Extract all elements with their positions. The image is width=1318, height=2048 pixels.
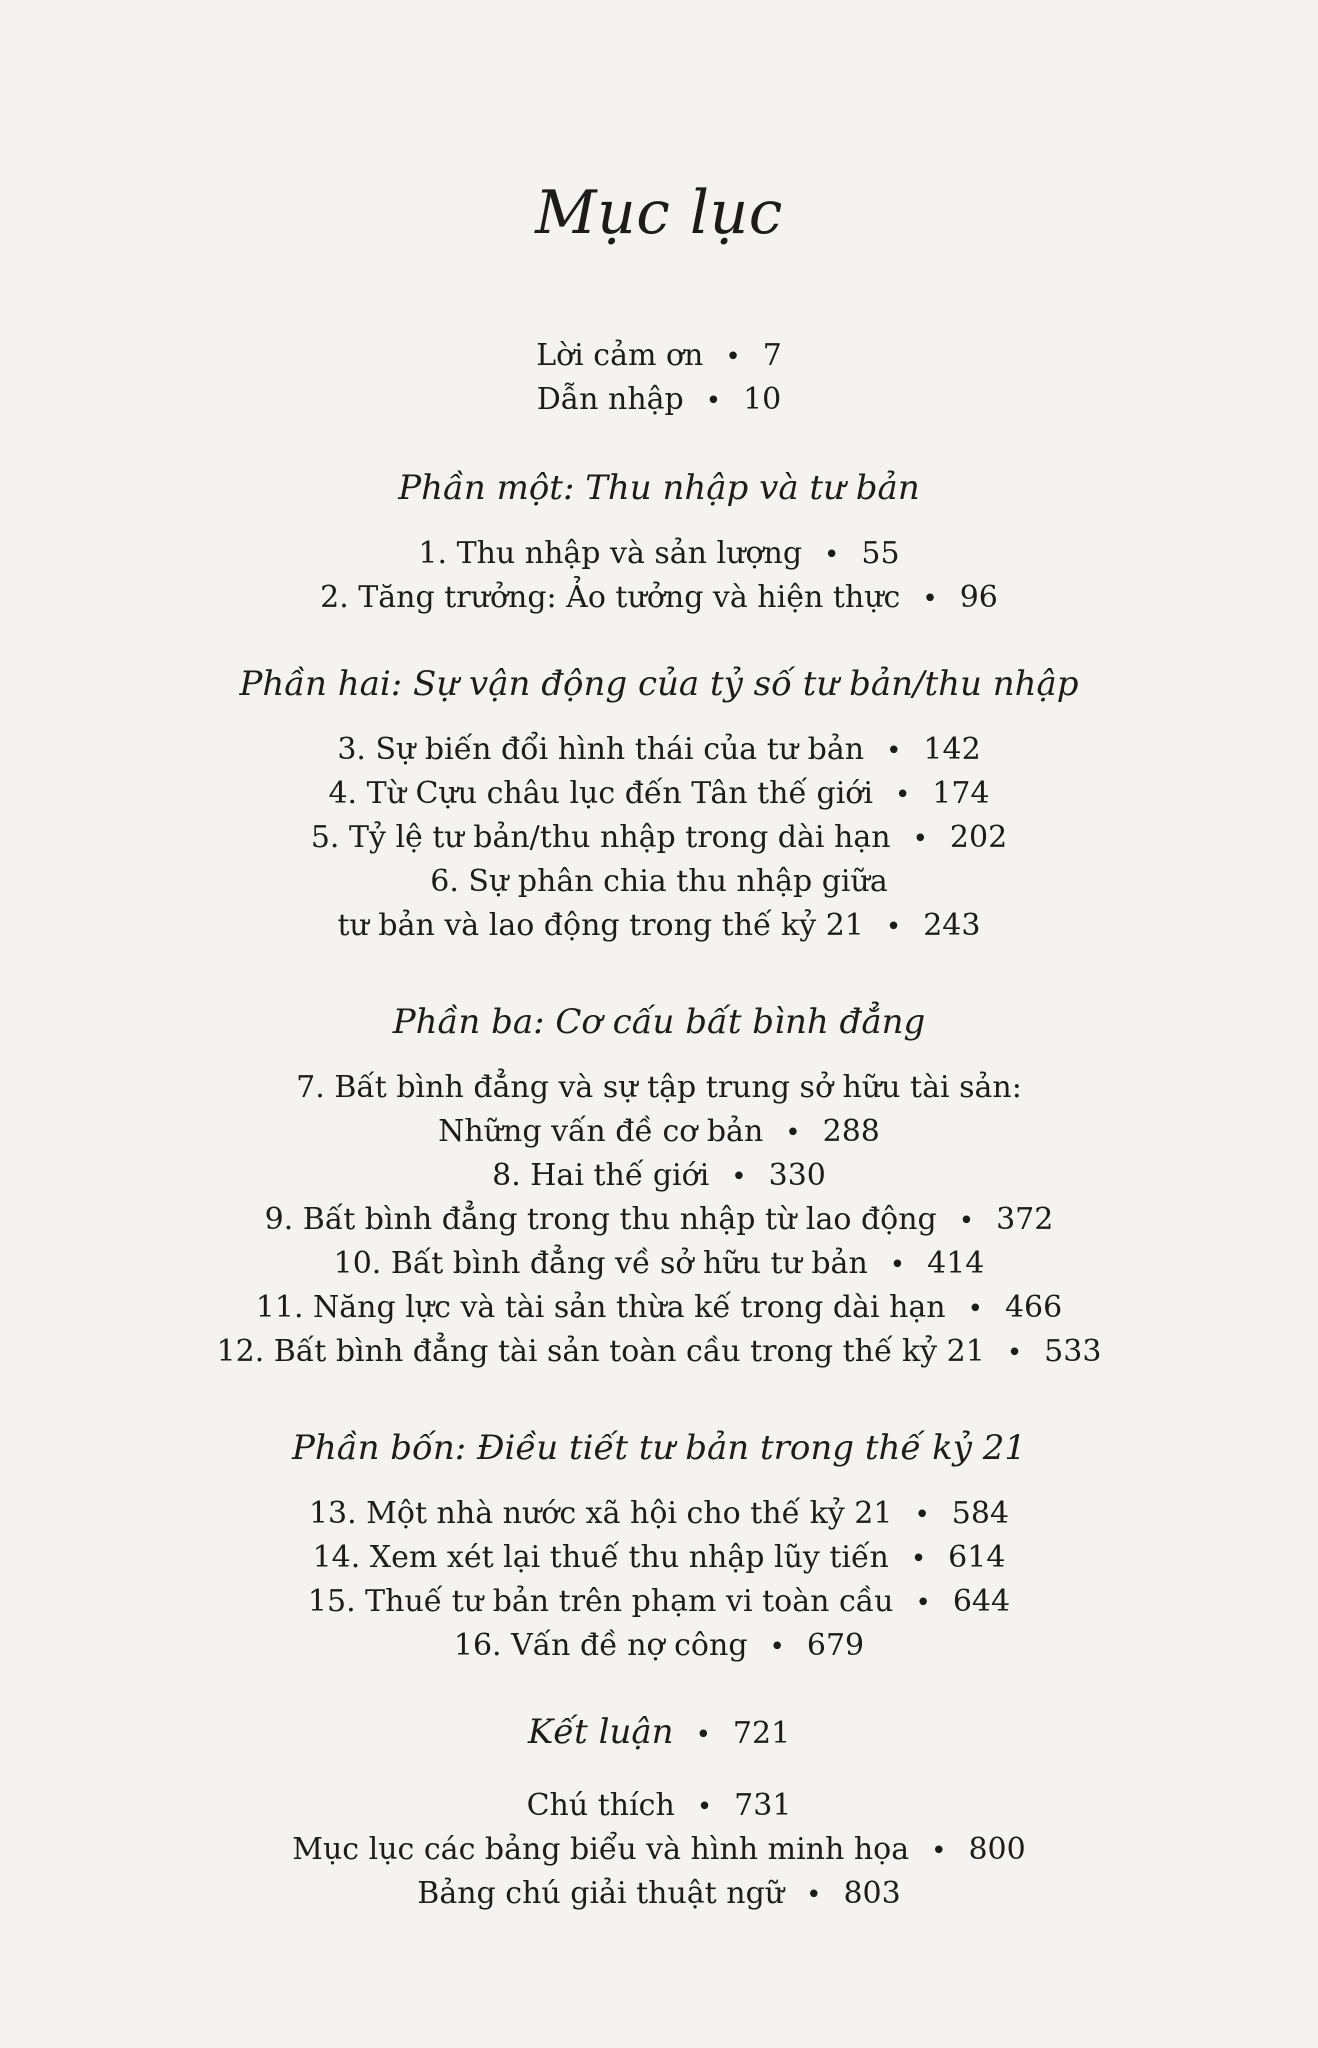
entry-label: 2. Tăng trưởng: Ảo tưởng và hiện thực (320, 580, 901, 615)
entry-separator: • (910, 1544, 927, 1574)
entry-separator: • (705, 386, 722, 416)
entry-page: 466 (1004, 1290, 1063, 1325)
entry-separator: • (696, 1792, 713, 1822)
entry-label: 4. Từ Cựu châu lục đến Tân thế giới (328, 776, 873, 811)
toc-entry (0, 774, 1318, 815)
toc-entry (0, 1200, 1318, 1241)
entry-separator: • (922, 584, 938, 614)
toc-entry (0, 1582, 1318, 1623)
entry-page: 243 (923, 908, 981, 943)
part-title: Phần hai: Sự vận động của tỷ số tư bản/thu nhập (239, 664, 1079, 704)
entry-separator: • (914, 1500, 930, 1530)
toc-entry (0, 730, 1318, 771)
toc-entry (0, 1830, 1318, 1871)
toc-entry (0, 906, 1318, 947)
entry-page: 644 (952, 1584, 1011, 1619)
entry-page: 679 (806, 1628, 865, 1663)
entry-page: 142 (923, 732, 981, 767)
entry-label: Kết luận (527, 1712, 674, 1752)
entry-separator: • (769, 1632, 785, 1662)
entry-label: Bảng chú giải thuật ngữ (417, 1876, 785, 1911)
entry-page: 288 (822, 1114, 880, 1149)
toc-entry (0, 1626, 1318, 1667)
entry-label: 13. Một nhà nước xã hội cho thế kỷ 21 (308, 1496, 893, 1531)
entry-separator: • (967, 1294, 983, 1324)
entry-separator: • (912, 824, 928, 854)
entry-page: 800 (968, 1832, 1026, 1867)
entry-page: 414 (927, 1246, 985, 1281)
toc-entry (0, 1712, 1318, 1755)
entry-page: 174 (932, 776, 990, 811)
entry-page: 533 (1044, 1334, 1102, 1369)
toc-entry-line1: 6. Sự phân chia thu nhập giữa (430, 864, 888, 899)
entry-separator: • (958, 1206, 975, 1236)
entry-separator: • (915, 1588, 931, 1618)
entry-page: 372 (996, 1202, 1054, 1237)
entry-label: tư bản và lao động trong thế kỷ 21 (337, 908, 864, 943)
entry-separator: • (824, 540, 840, 570)
entry-separator: • (889, 1250, 906, 1280)
entry-separator: • (806, 1880, 822, 1910)
entry-label: 1. Thu nhập và sản lượng (418, 536, 803, 571)
part-title: Phần một: Thu nhập và tư bản (398, 468, 920, 508)
toc-entry (0, 1332, 1318, 1373)
toc-entry (0, 1244, 1318, 1285)
entry-label: 8. Hai thế giới (492, 1158, 710, 1193)
entry-separator: • (931, 1836, 947, 1866)
entry-page: 614 (948, 1540, 1006, 1575)
toc-entry (0, 1786, 1318, 1827)
entry-label: Dẫn nhập (536, 382, 684, 417)
toc-entry (0, 1288, 1318, 1329)
page-title: Mục lục (535, 178, 783, 248)
part-title: Phần bốn: Điều tiết tư bản trong thế kỷ 21 (291, 1428, 1027, 1468)
toc-entry (0, 578, 1318, 619)
toc-entry-line1: 7. Bất bình đẳng và sự tập trung sở hữu tài sản: (296, 1070, 1022, 1105)
toc-entry (0, 534, 1318, 575)
entry-label: 15. Thuế tư bản trên phạm vi toàn cầu (307, 1584, 894, 1619)
entry-page: 55 (861, 536, 900, 571)
entry-label: Mục lục các bảng biểu và hình minh họa (292, 1832, 910, 1867)
entry-label: 12. Bất bình đẳng tài sản toàn cầu trong thế kỷ 21 (216, 1334, 985, 1369)
toc-entry (0, 1494, 1318, 1535)
toc-entry (0, 1538, 1318, 1579)
entry-separator: • (731, 1162, 747, 1192)
entry-label: 10. Bất bình đẳng về sở hữu tư bản (333, 1246, 868, 1281)
entry-label: Chú thích (526, 1788, 675, 1823)
entry-separator: • (695, 1720, 711, 1750)
entry-separator: • (1006, 1338, 1023, 1368)
entry-page: 202 (949, 820, 1008, 855)
entry-label: 11. Năng lực và tài sản thừa kế trong dài hạn (255, 1290, 946, 1325)
entry-separator: • (885, 912, 902, 942)
part-title: Phần ba: Cơ cấu bất bình đẳng (392, 1002, 926, 1042)
toc-entry (0, 380, 1318, 421)
entry-separator: • (725, 342, 741, 372)
entry-page: 10 (743, 382, 782, 417)
toc-entry (0, 1156, 1318, 1197)
entry-label: Lời cảm ơn (536, 338, 704, 373)
entry-page: 7 (762, 338, 782, 373)
entry-separator: • (785, 1118, 801, 1148)
entry-page: 96 (959, 580, 998, 615)
entry-label: Những vấn đề cơ bản (438, 1114, 764, 1149)
entry-separator: • (894, 780, 911, 810)
entry-label: 14. Xem xét lại thuế thu nhập lũy tiến (312, 1540, 889, 1575)
toc-entry (0, 818, 1318, 859)
toc-entry (0, 1112, 1318, 1153)
toc-entry (0, 336, 1318, 377)
entry-label: 16. Vấn đề nợ công (453, 1628, 748, 1663)
entry-page: 731 (734, 1788, 792, 1823)
entry-label: 9. Bất bình đẳng trong thu nhập từ lao động (264, 1202, 937, 1237)
entry-page: 803 (843, 1876, 901, 1911)
entry-label: 5. Tỷ lệ tư bản/thu nhập trong dài hạn (310, 820, 891, 855)
entry-page: 584 (951, 1496, 1010, 1531)
entry-page: 330 (768, 1158, 826, 1193)
entry-label: 3. Sự biến đổi hình thái của tư bản (337, 732, 865, 767)
toc-entry (0, 1874, 1318, 1915)
entry-separator: • (886, 736, 902, 766)
entry-page: 721 (732, 1716, 791, 1751)
